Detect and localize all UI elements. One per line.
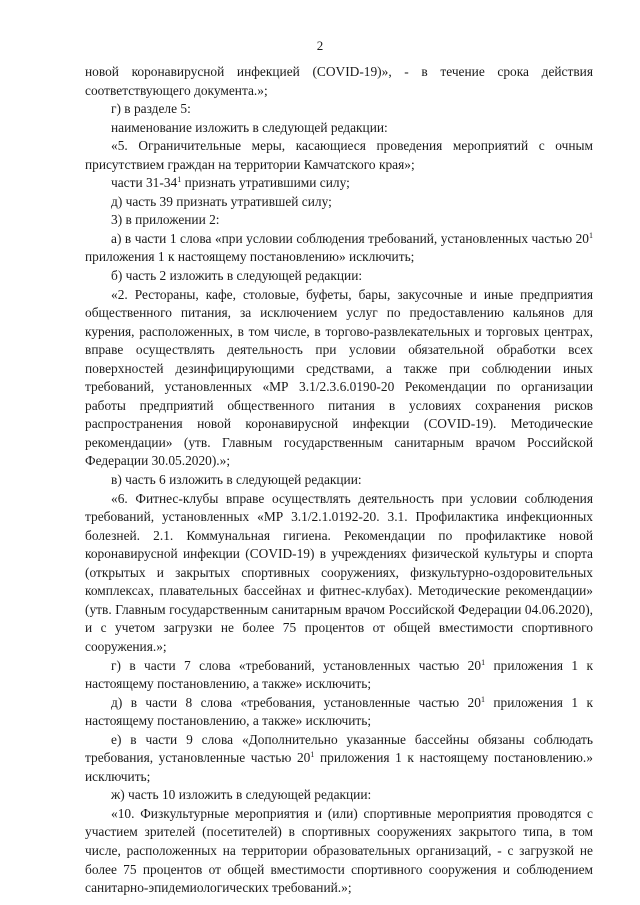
page-number: 2 [316,38,324,53]
paragraph [85,63,593,100]
paragraph [85,174,593,193]
text-run: г) в разделе 5: [111,101,191,117]
paragraph [85,211,593,230]
text-run: приложения 1 к настоящему постановлению, а также» исключить; [85,657,593,692]
text-run: приложения 1 к настоящему постановлению» исключить; [85,249,415,265]
superscript: 1 [480,694,485,704]
text-run: «10. Физкультурные мероприятия и (или) спортивные мероприятия проводятся с участием зрителей (посетителей) в спортивных сооружениях закрытого типа, в том числе, расположенных на территории образовательных организаций, - с загрузкой не более 75 процентов от общей вместимости спортивного сооружения и соблюдением санитарно-эпидемиологических требований.»; [85,805,593,896]
superscript: 1 [310,750,315,760]
text-run: приложения 1 к настоящему постановлению, а также» исключить; [85,694,593,729]
paragraph [85,805,593,898]
document-body [85,63,593,898]
paragraph [85,657,593,694]
superscript: 1 [481,657,486,667]
text-run: д) часть 39 признать утратившей силу; [111,193,332,209]
superscript: 1 [589,230,593,240]
paragraph [85,694,593,731]
text-run: 3) в приложении 2: [111,212,220,228]
text-run: «6. Фитнес-клубы вправе осуществлять деятельность при условии соблюдения требований, установленных «МР 3.1/2.1.0192-20. 3.1. Профилактика инфекционных болезней. 2.1. Коммунальная гигиена. Рекомендации по профилактике новой коронавирусной инфекции (COVID-19) в учреждениях физической культуры и спорта (открытых и закрытых спортивных сооружениях, физкультурно-оздоровительных комплексах, плавательных бассейнах и фитнес-клубах). Методические рекомендации» (утв. Главным государственным санитарным врачом Российской Федерации 04.06.2020), и с учетом загрузки не более 75 процентов от общей вместимости спортивного сооружения.»; [85,490,593,654]
text-run: приложения 1 к настоящему постановлению.» исключить; [85,750,593,784]
text-run: ж) часть 10 изложить в следующей редакции: [111,787,372,803]
paragraph [85,490,593,657]
paragraph [85,286,593,471]
text-run: наименование изложить в следующей редакции: [111,119,388,135]
paragraph [85,471,593,490]
paragraph [85,119,593,138]
paragraph [85,100,593,119]
paragraph [85,731,593,787]
text-run: б) часть 2 изложить в следующей редакции: [111,268,363,284]
text-run: г) в части 7 слова «требований, установленных частью 20 [111,657,482,673]
paragraph [85,267,593,286]
text-run: части 31-34 [111,175,178,191]
text-run: «5. Ограничительные меры, касающиеся проведения мероприятий с очным присутствием граждан на территории Камчатского края»; [85,138,593,172]
text-run: д) в части 8 слова «требования, установленные частью 20 [111,694,481,710]
superscript: 1 [177,175,182,185]
paragraph [85,786,593,805]
text-run: «2. Рестораны, кафе, столовые, буфеты, бары, закусочные и иные предприятия общественного питания, за исключением услуг по предоставлению кальянов для курения, расположенных, в том числе, в торгово-развлекательных и торговых центрах, вправе осуществлять деятельность при условии обязательной обработки всех поверхностей дезинфицирующими средствами, а также при соблюдении иных требований, установленных «МР 3.1/2.3.6.0190-20 Рекомендации по организации работы предприятий общественного питания в условиях сохранения рисков распространения новой коронавирусной инфекции (COVID-19). Методические рекомендации» (утв. Главным государственным санитарным врачом Российской Федерации 30.05.2020).»; [85,286,593,469]
text-run: е) в части 9 слова «Дополнительно указанные бассейны обязаны соблюдать требования, установленные частью 20 [85,731,593,766]
text-run: новой коронавирусной инфекцией (COVID-19)», - в течение срока действия соответствующего документа.»; [85,64,593,98]
paragraph [85,137,593,174]
text-run: в) часть 6 изложить в следующей редакции: [111,472,362,488]
text-run: а) в части 1 слова «при условии соблюдения требований, установленных частью 20 [111,230,589,246]
paragraph [85,230,593,267]
text-run: признать утратившими силу; [181,175,350,191]
paragraph [85,193,593,212]
